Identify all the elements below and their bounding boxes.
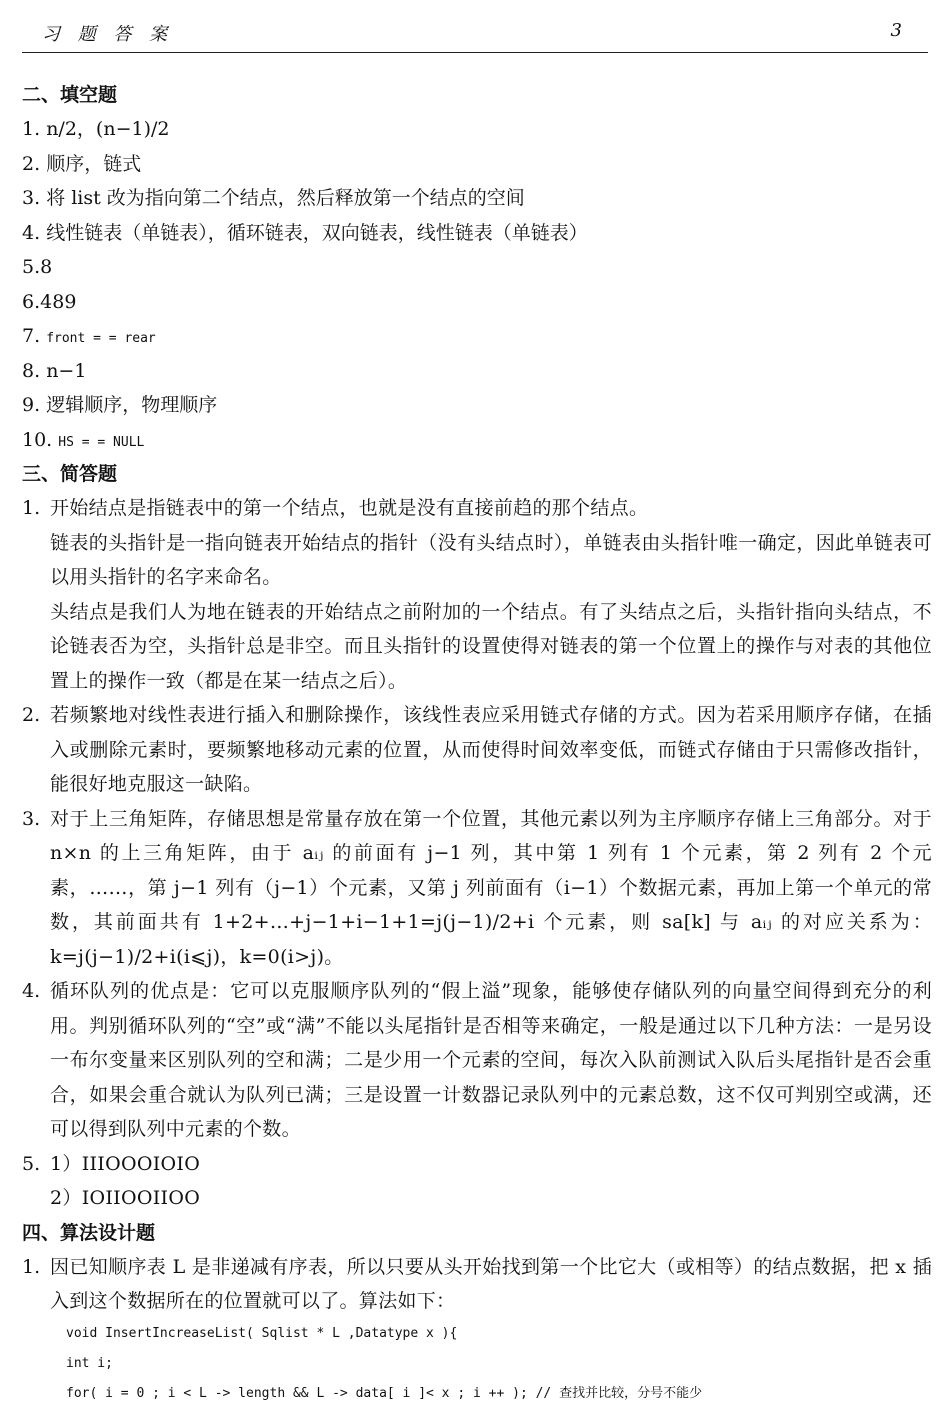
code-line: void InsertIncreaseList( Sqlist * L ,Datatype x ){: [66, 1325, 458, 1341]
section-heading-algorithm: 四、算法设计题: [22, 1221, 156, 1244]
code-line: int i;: [66, 1355, 113, 1371]
list-item: 6.489: [22, 290, 77, 313]
answer-text: 2）IOIIOOIIOO: [50, 1187, 201, 1209]
list-item: 9. 逻辑顺序，物理顺序: [22, 394, 218, 416]
answer-text: 循环队列的优点是：它可以克服顺序队列的“假上溢”现象，能够使存储队列的向量空间得到充分的利用。判别循环队列的“空”或“满”不能以头尾指针是否相等来确定，一般是通过以下几种方法：一是另设一布尔变量来区别队列的空和满；二是少用一个元素的空间，每次入队前测试入队后头尾指针是否会重合，如果会重合就认为队列已满；三是设置一计数器记录队列中的元素总数，这不仅可判别空或满，还可以得到队列中元素的个数。: [50, 980, 932, 1140]
answer-text: 头结点是我们人为地在链表的开始结点之前附加的一个结点。有了头结点之后，头指针指向头结点，不论链表否为空，头指针总是非空。而且头指针的设置使得对链表的第一个位置上的操作与对表的其他位置上的操作一致（都是在某一结点之后）。: [50, 600, 932, 692]
answer-text: 1）IIIOOOIOIO: [50, 1152, 201, 1175]
code-line: for( i = 0 ; i < L -> length && L -> data[ i ]< x ; i ++ ); // 查找并比较，分号不能少: [66, 1385, 703, 1401]
answer-text: 对于上三角矩阵，存储思想是常量存放在第一个位置，其他元素以列为主序顺序存储上三角部分。对于 n×n 的上三角矩阵，由于 aᵢⱼ 的前面有 j−1 列，其中第 1 列有 1 个元素，第 2 列有 2 个元素，……，第 j−1 列有（j−1）个元素，又第 j 列前面有（i−1）个数据元素，再加上第一个单元的常数，其前面共有 1+2+…+j−1+i−1+1=j(j−1)/2+i 个元素，则 sa[k] 与 aᵢⱼ 的对应关系为：k=j(j−1)/2+i(i⩽j)，k=0(i>j)。: [50, 807, 932, 968]
page-content: [22, 78, 932, 1409]
running-title: 习 题 答 案: [42, 24, 174, 45]
answer-item-2: 2. 若频繁地对线性表进行插入和删除操作，该线性表应采用链式存储的方式。因为若采用顺序存储，在插入或删除元素时，要频繁地移动元素的位置，从而使得时间效率变低，而链式存储由于只需修改指针，能很好地克服这一缺陷。: [22, 698, 932, 802]
list-item: 5.8: [22, 256, 53, 278]
list-item: 2. 顺序，链式: [22, 152, 142, 175]
list-item: 4. 线性链表（单链表），循环链表，双向链表，线性链表（单链表）: [22, 221, 588, 244]
answer-item-5: 5. 1）IIIOOOIOIO 2）IOIIOOIIOO: [22, 1147, 932, 1216]
answer-item-4: 4. 循环队列的优点是：它可以克服顺序队列的“假上溢”现象，能够使存储队列的向量空间得到充分的利用。判别循环队列的“空”或“满”不能以头尾指针是否相等来确定，一般是通过以下几种方法：一是另设一布尔变量来区别队列的空和满；二是少用一个元素的空间，每次入队前测试入队后头尾指针是否会重合，如果会重合就认为队列已满；三是设置一计数器记录队列中的元素总数，这不仅可判别空或满，还可以得到队列中元素的个数。: [22, 974, 932, 1147]
list-item: 10. HS = = NULL: [22, 428, 145, 451]
section-heading-fill-in: 二、填空题: [22, 84, 118, 106]
answer-item-1: 1. 开始结点是指链表中的第一个结点，也就是没有直接前趋的那个结点。 链表的头指针是一指向链表开始结点的指针（没有头结点时），单链表由头指针唯一确定，因此单链表可以用头指针的名字来命名。 头结点是我们人为地在链表的开始结点之前附加的一个结点。有了头结点之后，头指针指向头结点，不论链表否为空，头指针总是非空。而且头指针的设置使得对链表的第一个位置上的操作与对表的其他位置上的操作一致（都是在某一结点之后）。: [22, 491, 932, 698]
list-item: 7. front = = rear: [22, 325, 156, 347]
answer-item-3: 3. 对于上三角矩阵，存储思想是常量存放在第一个位置，其他元素以列为主序顺序存储上三角部分。对于 n×n 的上三角矩阵，由于 aᵢⱼ 的前面有 j−1 列，其中第 1 列有 1 个元素，第 2 列有 2 个元素，……，第 j−1 列有（j−1）个元素，又第 j 列前面有（i−1）个数据元素，再加上第一个单元的常数，其前面共有 1+2+…+j−1+i−1+1=j(j−1)/2+i 个元素，则 sa[k] 与 aᵢⱼ 的对应关系为：k=j(j−1)/2+i(i⩽j)，k=0(i>j)。: [22, 802, 932, 975]
list-item: 3. 将 list 改为指向第二个结点，然后释放第一个结点的空间: [22, 187, 525, 209]
fill-in-list: [22, 112, 932, 457]
algorithm-text: 因已知顺序表 L 是非递减有序表，所以只要从头开始找到第一个比它大（或相等）的结点数据，把 x 插入到这个数据所在的位置就可以了。算法如下：: [50, 1255, 932, 1312]
algorithm-item-1: 1. 因已知顺序表 L 是非递减有序表，所以只要从头开始找到第一个比它大（或相等）的结点数据，把 x 插入到这个数据所在的位置就可以了。算法如下：: [22, 1250, 932, 1319]
list-item: 8. n−1: [22, 359, 87, 382]
list-item: 1. n/2，(n−1)/2: [22, 118, 170, 140]
code-block: [22, 1319, 932, 1409]
answer-text: 链表的头指针是一指向链表开始结点的指针（没有头结点时），单链表由头指针唯一确定，因此单链表可以用头指针的名字来命名。: [50, 531, 932, 588]
page-number: 3: [890, 20, 902, 41]
page-header: [22, 14, 928, 53]
section-heading-short-answer: 三、简答题: [22, 463, 118, 485]
answer-text: 开始结点是指链表中的第一个结点，也就是没有直接前趋的那个结点。: [50, 497, 649, 519]
answer-text: 若频繁地对线性表进行插入和删除操作，该线性表应采用链式存储的方式。因为若采用顺序存储，在插入或删除元素时，要频繁地移动元素的位置，从而使得时间效率变低，而链式存储由于只需修改指针，能很好地克服这一缺陷。: [50, 704, 932, 795]
